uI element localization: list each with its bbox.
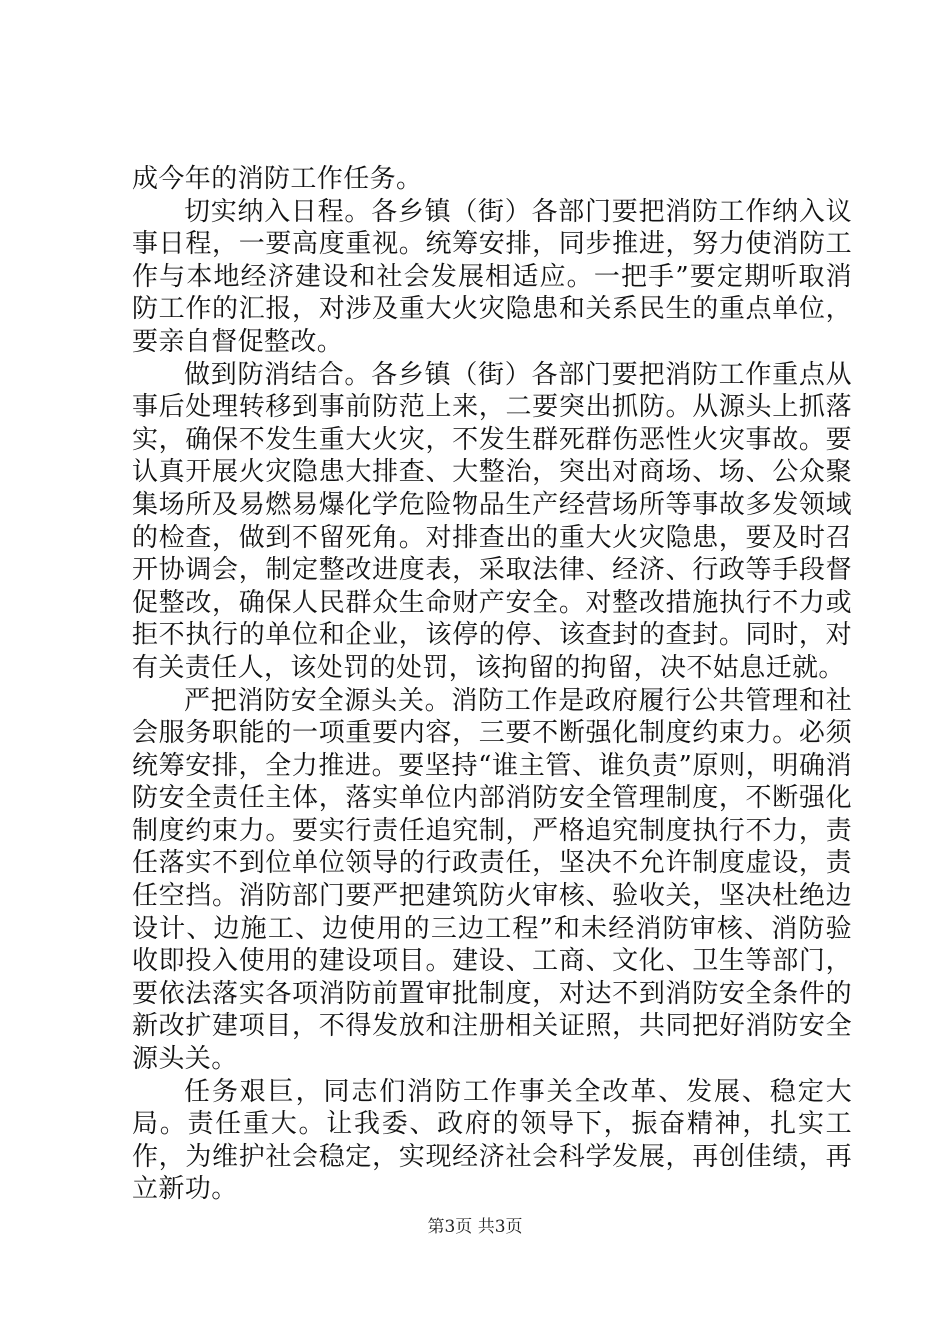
page-number-footer: 第3页 共3页 xyxy=(427,1217,523,1237)
paragraph-source-control: 严把消防安全源头关。消防工作是政府履行公共管理和社会服务职能的一项重要内容，三要不断强化制度约束力。必须统筹安排，全力推进。要坚持“谁主管、谁负责”原则，明确消防安全责任主体，落实单位内部消防安全管理制度，不断强化制度约束力。要实行责任追究制，严格追究制度执行不力，责任落实不到位单位领导的行政责任，坚决不允许制度虚设，责任空挡。消防部门要严把建筑防火审核、验收关，坚决杜绝边设计、边施工、边使用的三边工程”和未经消防审核、消防验收即投入使用的建设项目。建设、工商、文化、卫生等部门，要依法落实各项消防前置审批制度，对达不到消防安全条件的新改扩建项目，不得发放和注册相关证照，共同把好消防安全源头关。 xyxy=(132,685,852,1075)
document-body xyxy=(132,163,852,1206)
paragraph-conclusion: 任务艰巨，同志们消防工作事关全改革、发展、稳定大局。责任重大。让我委、政府的领导下，振奋精神，扎实工作，为维护社会稳定，实现经济社会科学发展，再创佳绩，再立新功。 xyxy=(132,1076,852,1205)
paragraph-prevention: 做到防消结合。各乡镇（街）各部门要把消防工作重点从事后处理转移到事前防范上来，二要突出抓防。从源头上抓落实，确保不发生重大火灾，不发生群死群伤恶性火灾事故。要认真开展火灾隐患大排查、大整治，突出对商场、场、公众聚集场所及易燃易爆化学危险物品生产经营场所等事故多发领域的检查，做到不留死角。对排查出的重大火灾隐患，要及时召开协调会，制定整改进度表，采取法律、经济、行政等手段督促整改，确保人民群众生命财产安全。对整改措施执行不力或拒不执行的单位和企业，该停的停、该查封的查封。同时，对有关责任人，该处罚的处罚，该拘留的拘留，决不姑息迁就。 xyxy=(132,359,852,683)
paragraph-schedule: 切实纳入日程。各乡镇（街）各部门要把消防工作纳入议事日程，一要高度重视。统筹安排，同步推进，努力使消防工作与本地经济建设和社会发展相适应。一把手”要定期听取消防工作的汇报，对涉及重大火灾隐患和关系民生的重点单位，要亲自督促整改。 xyxy=(132,196,852,357)
paragraph-continuation: 成今年的消防工作任务。 xyxy=(132,164,423,194)
